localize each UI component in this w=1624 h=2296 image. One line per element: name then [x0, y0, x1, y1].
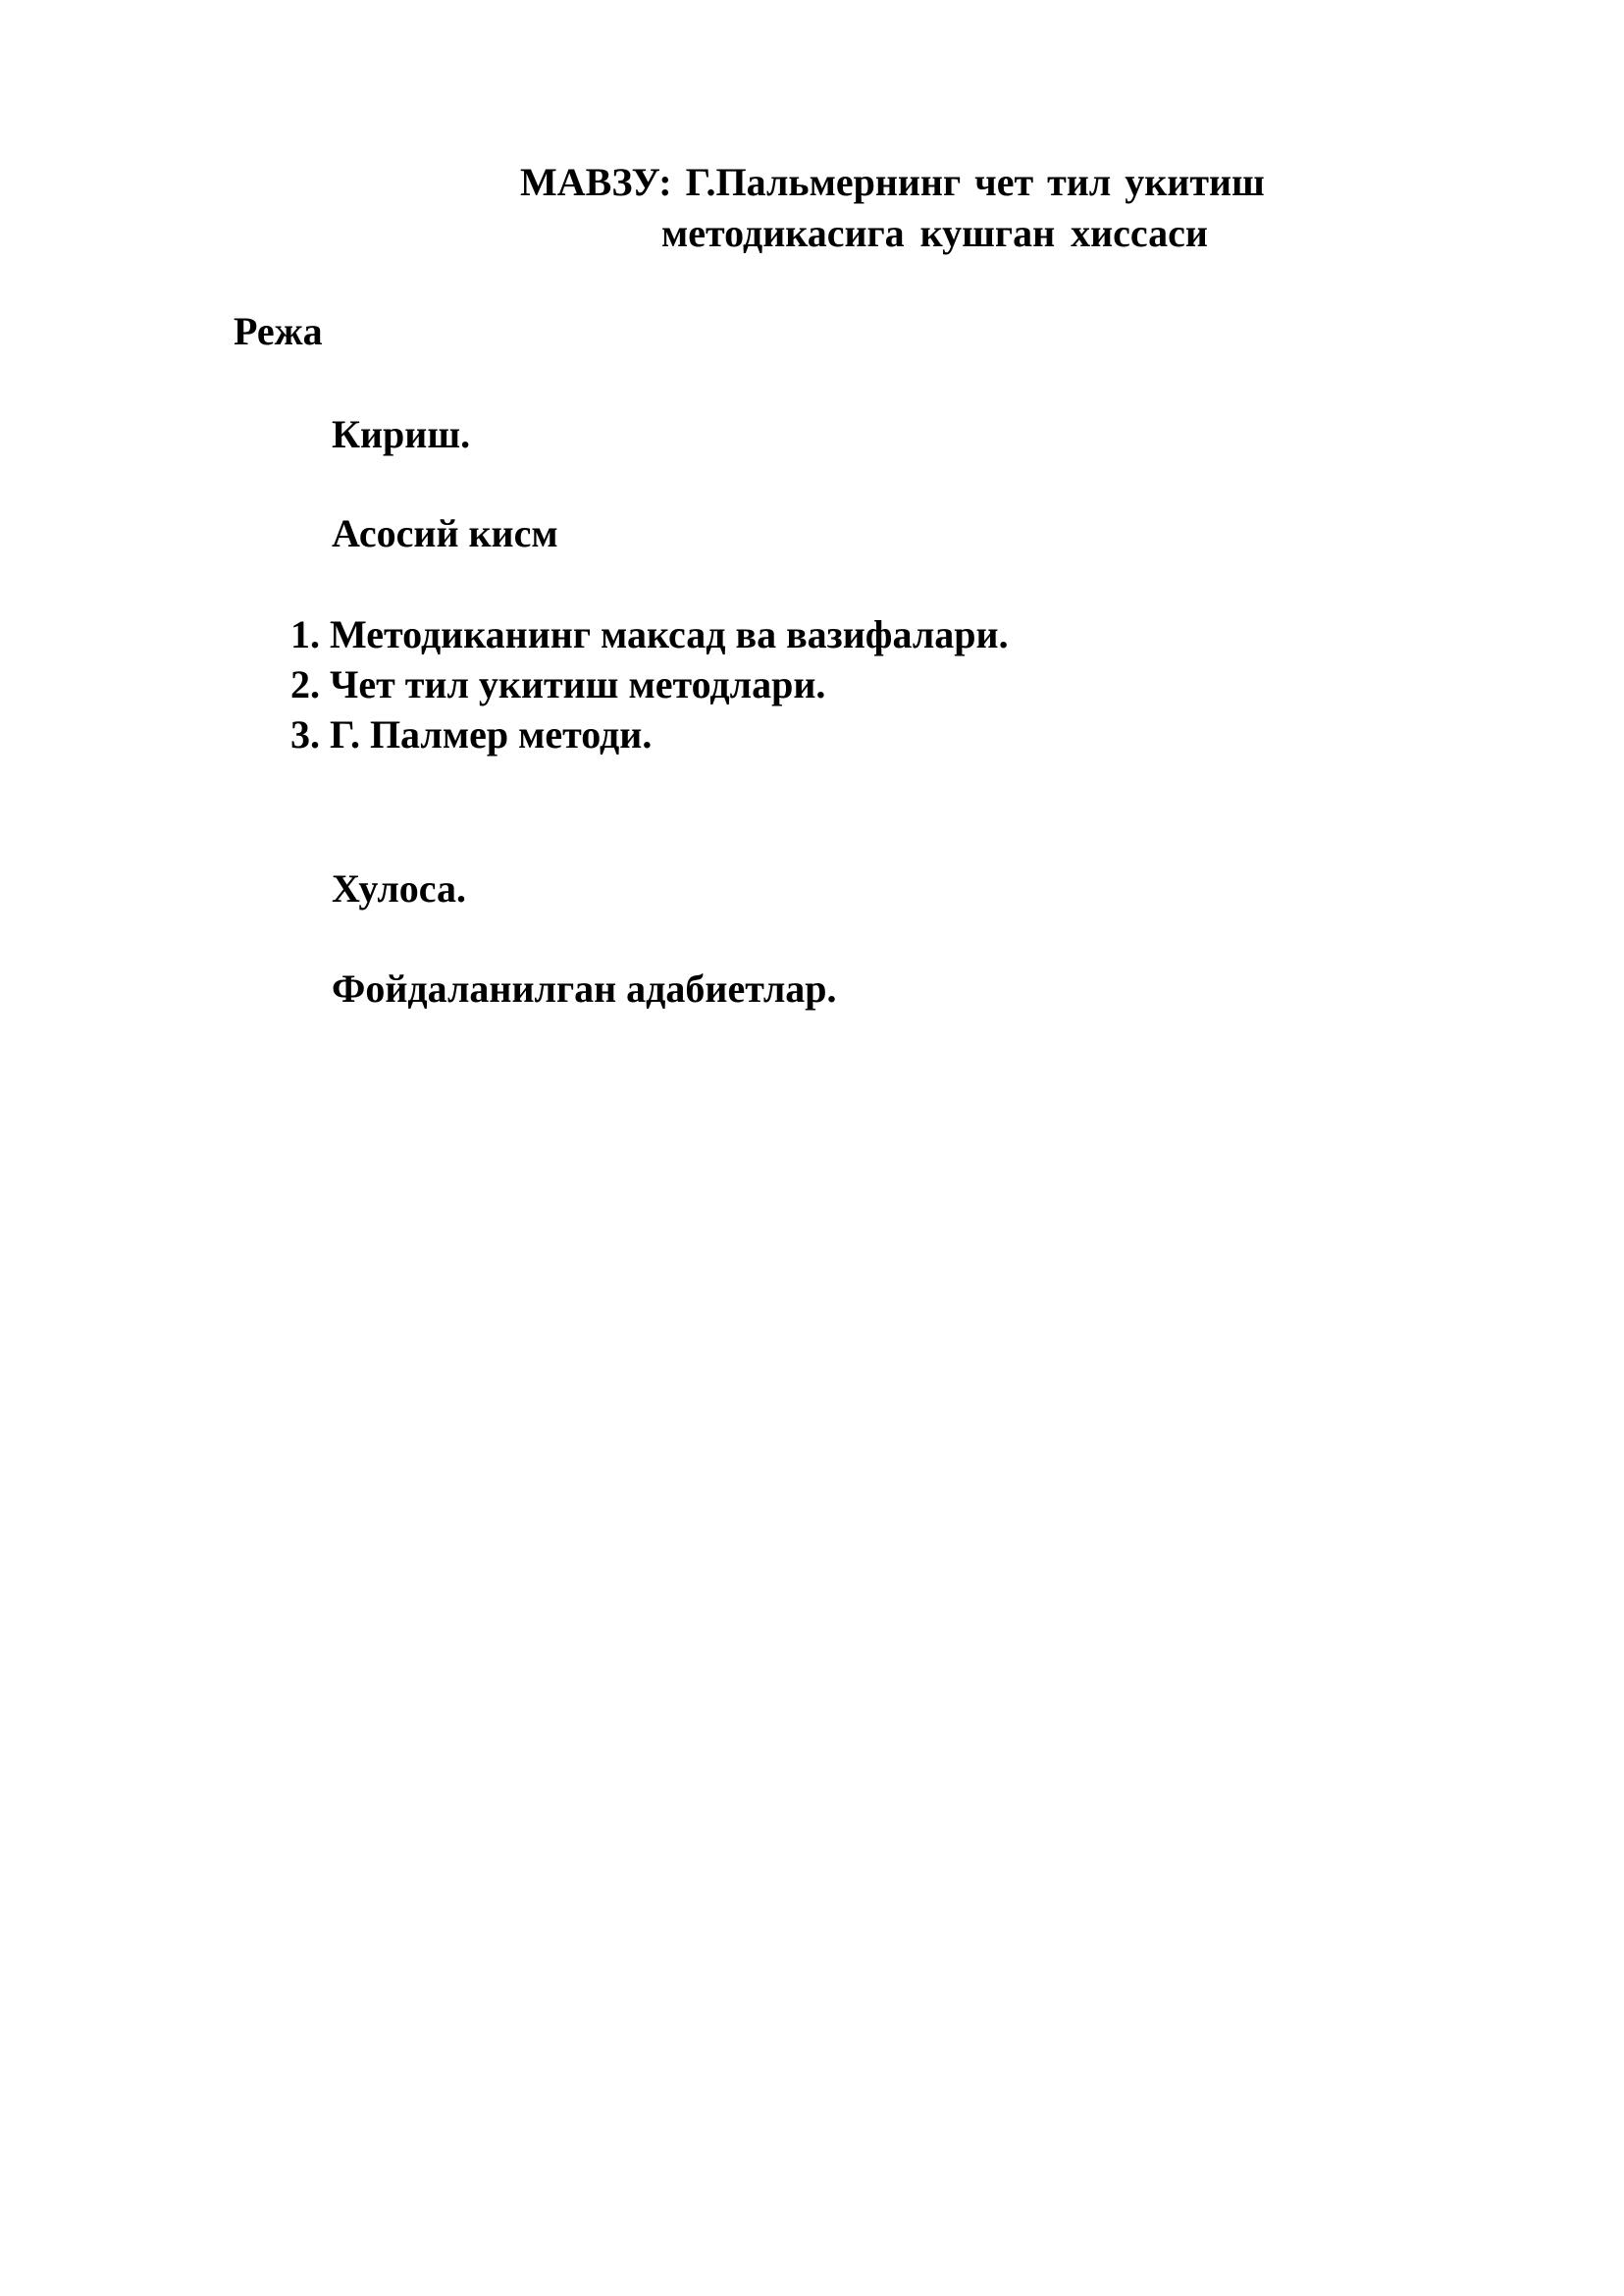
document-title-line-2: методикасига кушган хиссаси: [661, 211, 1208, 255]
section-references: Фойдаланилган адабиетлар.: [332, 966, 837, 1011]
plan-list-item: [290, 662, 826, 706]
list-item-text: Методиканинг максад ва вазифалари.: [330, 612, 1009, 656]
section-conclusion: Хулоса.: [332, 866, 467, 911]
section-main-part: Асосий кисм: [332, 511, 558, 555]
plan-list-item: [290, 712, 653, 757]
list-item-number: 3.: [290, 712, 320, 757]
plan-list-item: [290, 612, 1009, 656]
plan-heading: Режа: [234, 309, 323, 353]
list-item-number: 1.: [290, 612, 320, 656]
list-item-number: 2.: [290, 662, 320, 706]
section-introduction: Кириш.: [332, 412, 471, 456]
list-item-text: Г. Палмер методи.: [330, 712, 653, 757]
document-title-line-1: МАВЗУ: Г.Пальмернинг чет тил укитиш: [520, 160, 1265, 204]
list-item-text: Чет тил укитиш методлари.: [330, 662, 826, 706]
